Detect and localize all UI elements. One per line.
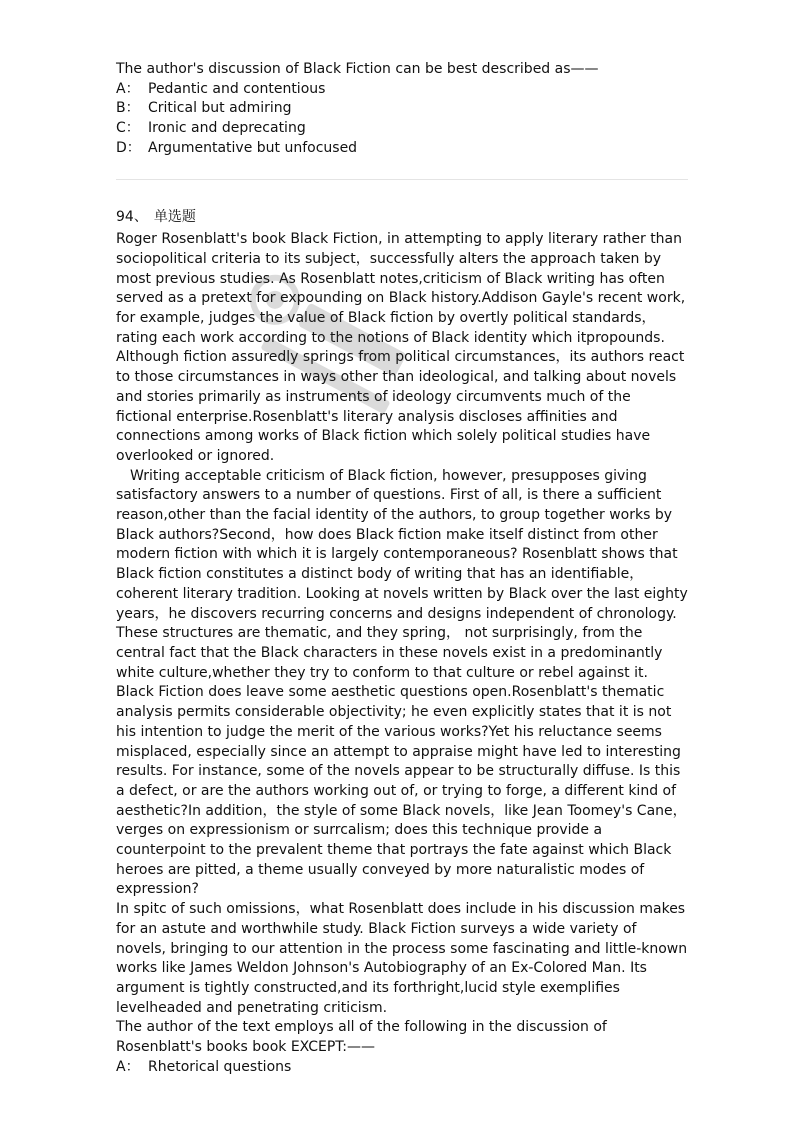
option-text: Critical but admiring bbox=[148, 100, 292, 117]
option-a[interactable] bbox=[116, 80, 688, 100]
question-number: 94、 bbox=[116, 208, 148, 225]
option-b[interactable] bbox=[116, 99, 688, 119]
question-divider bbox=[116, 179, 688, 180]
option-letter: A： bbox=[116, 1058, 140, 1075]
question-94 bbox=[116, 208, 688, 1078]
passage-paragraph: Black Fiction does leave some aesthetic questions open.Rosenblatt's thematic analysis permits considerable objectivity; he even explicitly states that it is not his intention to judge the merit of the various works?Yet his reluctance seems misplaced, especially since an attempt to appraise might have led to interesting results. For instance, some of the novels appear to be structurally diffuse. Is this a defect, or are the authors working out of, or trying to forge, a different kind of aesthetic?In addition，the style of some Black novels，like Jean Toomey's Cane，verges on expressionism or surrcalism; does this technique provide a counterpoint to the prevalent theme that portrays the fate against which Black heroes are pitted, a theme usually conveyed by more naturalistic modes of expression? bbox=[116, 684, 687, 898]
option-text: Rhetorical questions bbox=[148, 1058, 292, 1075]
option-c[interactable] bbox=[116, 119, 688, 139]
passage-paragraph: In spitc of such omissions，what Rosenblatt does include in his discussion makes for an astute and worthwhile study. Black Fiction surveys a wide variety of novels, bringing to our attention in the process some fascinating and little-known works like James Weldon Johnson's Autobiography of an Ex-Colored Man. Its argument is tightly constructed,and its forthright,lucid style exemplifies levelheaded and penetrating criticism. bbox=[116, 901, 688, 1016]
option-letter: B： bbox=[116, 100, 140, 117]
passage-paragraph: Although fiction assuredly springs from political circumstances，its authors react to those circumstances in ways other than ideological, and talking about novels and stories primarily as instruments of ideology circumvents much of the fictional enterprise.Rosenblatt's literary analysis discloses affinities and connections among works of Black fiction which solely political studies have overlooked or ignored. bbox=[116, 349, 685, 464]
option-text: Ironic and deprecating bbox=[148, 120, 306, 137]
previous-question bbox=[116, 60, 688, 159]
question-stem: The author's discussion of Black Fiction can be best described as—— bbox=[116, 61, 599, 77]
option-letter: C： bbox=[116, 120, 140, 137]
passage-paragraph: Writing acceptable criticism of Black fiction, however, presupposes giving satisfactory answers to a number of questions. First of all, is there a sufficient reason,other than the facial identity of the authors, to group together works by Black authors?Second，how does Black fiction make itself distinct from other modern fiction with which it is largely contemporaneous? Rosenblatt shows that Black fiction constitutes a distinct body of writing that has an identifiable，coherent literary tradition. Looking at novels written by Black over the last eighty years，he discovers recurring concerns and designs independent of chronology. These structures are thematic, and they spring， not surprisingly, from the central fact that the Black characters in these novels exist in a predominantly white culture,whether they try to conform to that culture or rebel against it. bbox=[116, 467, 688, 681]
option-text: Pedantic and contentious bbox=[148, 80, 326, 97]
option-text: Argumentative but unfocused bbox=[148, 139, 358, 156]
question-type: 单选题 bbox=[153, 208, 196, 225]
document-page bbox=[116, 60, 688, 1077]
option-a[interactable] bbox=[116, 1058, 688, 1078]
option-letter: A： bbox=[116, 80, 140, 97]
passage-paragraph: Roger Rosenblatt's book Black Fiction, in attempting to apply literary rather than sociopolitical criteria to its subject，successfully alters the approach taken by most previous studies. As Rosenblatt notes,criticism of Black writing has often served as a pretext for expounding on Black history.Addison Gayle's recent work, for example, judges the value of Black fiction by overtly political standards，rating each work according to the notions of Black identity which itpropounds. bbox=[116, 231, 686, 346]
question-header bbox=[116, 208, 688, 228]
question-stem: The author of the text employs all of the following in the discussion of Rosenblatt's books book EXCEPT:—— bbox=[116, 1019, 607, 1056]
option-letter: D： bbox=[116, 139, 141, 156]
option-d[interactable] bbox=[116, 139, 688, 159]
